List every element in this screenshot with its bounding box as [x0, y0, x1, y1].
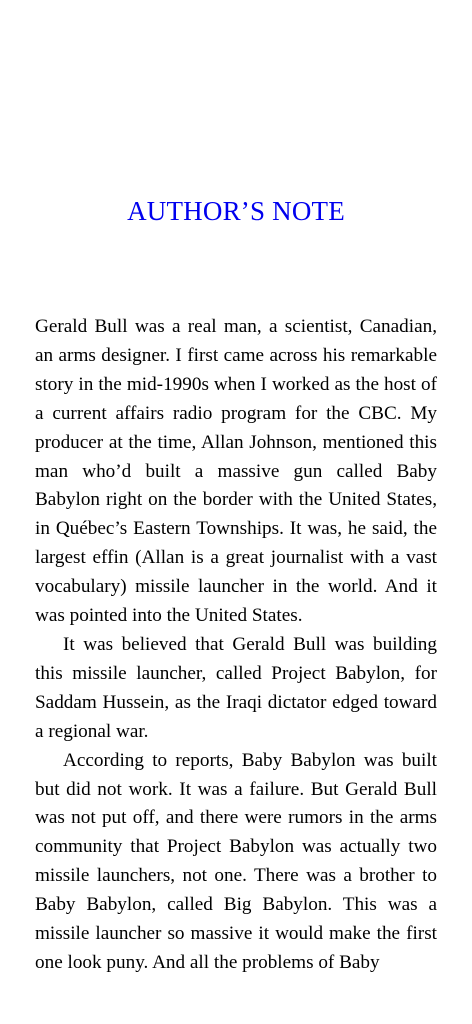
body-text: [35, 313, 437, 978]
paragraph-2: It was believed that Gerald Bull was building this missile launcher, called Project Babylon, for Saddam Hussein, as the Iraqi dictator edged toward a regional war.: [35, 633, 437, 742]
chapter-title: AUTHOR’S NOTE: [127, 196, 345, 226]
paragraph-1: Gerald Bull was a real man, a scientist, Canadian, an arms designer. I first came across his remarkable story in the mid-1990s when I worked as the host of a current affairs radio program for the CBC. My producer at the time, Allan Johnson, mentioned this man who’d built a massive gun called Baby Babylon right on the border with the United States, in Québec’s Eastern Townships. It was, he said, the largest effin (Allan is a great journalist with a vast vocabulary) missile launcher in the world. And it was pointed into the United States.: [35, 316, 437, 627]
paragraph-3: According to reports, Baby Babylon was built but did not work. It was a failure. But Gerald Bull was not put off, and there were rumors in the arms community that Project Babylon was actually two missile launchers, not one. There was a brother to Baby Babylon, called Big Babylon. This was a missile launcher so massive it would make the first one look puny. And all the problems of Baby: [35, 749, 437, 973]
